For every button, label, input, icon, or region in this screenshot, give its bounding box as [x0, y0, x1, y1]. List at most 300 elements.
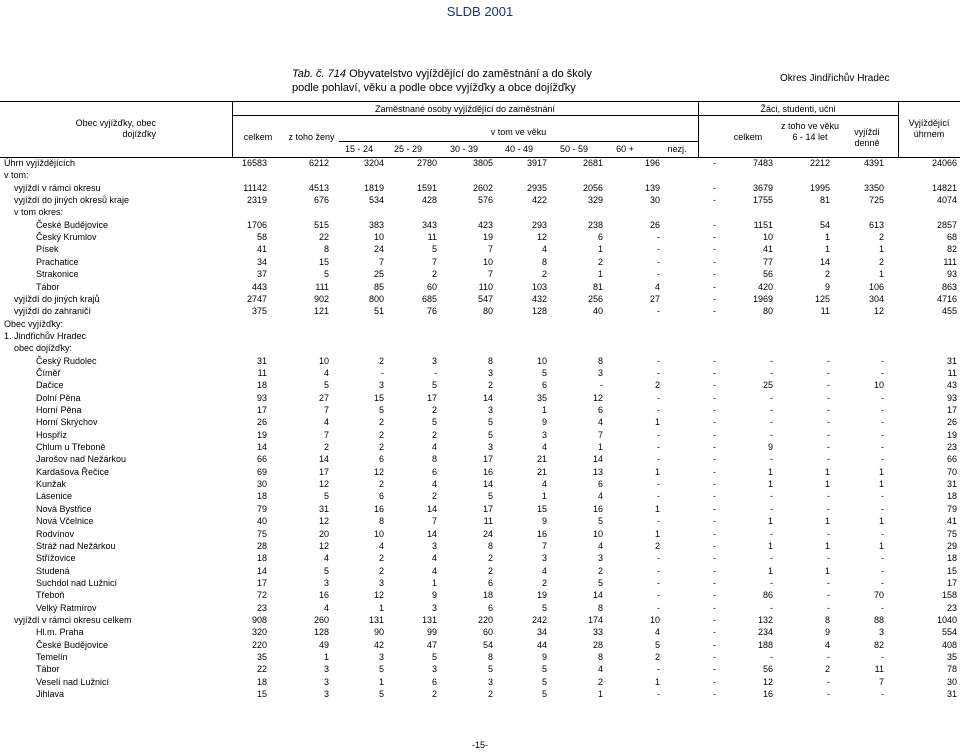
table-cell: 3204 [363, 158, 384, 168]
table-cell: - [713, 602, 716, 613]
table-cell: 6 [541, 380, 547, 391]
table-cell: 1755 [752, 195, 773, 206]
table-cell: - [827, 503, 830, 514]
table-cell: 260 [313, 614, 329, 625]
table-cell: - [827, 367, 830, 378]
table-cell: - [827, 491, 830, 502]
table-cell: 3 [487, 405, 493, 415]
row-label: vyjíždí do zahraničí [14, 306, 92, 317]
table-cell: - [713, 454, 716, 465]
table-cell: 49 [318, 639, 329, 650]
table-cell: 2 [878, 232, 884, 243]
table-cell: 1 [824, 540, 830, 551]
table-cell: 676 [313, 195, 329, 206]
table-cell: 27 [318, 392, 329, 403]
table-cell: 2 [431, 429, 437, 440]
table-cell: 18 [946, 553, 957, 564]
table-cell: 1 [767, 479, 773, 490]
employed-group-header: Zaměstnané osoby vyjíždějící do zaměstnání [374, 104, 556, 114]
table-cell: - [827, 392, 830, 403]
table-cell: - [713, 429, 716, 440]
table-cell: 11 [874, 664, 884, 675]
table-cell: 31 [946, 479, 957, 490]
table-cell: 12 [318, 479, 329, 490]
table-cell: - [881, 553, 884, 564]
table-cell: 902 [313, 293, 329, 304]
table-cell: 7 [323, 405, 329, 415]
table-cell: 5 [597, 516, 603, 527]
table-cell: 79 [256, 503, 267, 514]
table-cell: 58 [256, 232, 267, 243]
table-cell: - [881, 491, 884, 502]
table-cell: 51 [373, 306, 384, 317]
table-cell: 24066 [931, 158, 957, 168]
row-label: 1. Jindřichův Hradec [4, 330, 87, 341]
table-cell: 4 [431, 479, 437, 490]
table-cell: - [827, 528, 830, 539]
table-cell: - [657, 232, 660, 243]
row-label: Prachatice [36, 256, 79, 267]
table-cell: 5 [378, 689, 384, 700]
table-cell: 11 [257, 367, 267, 378]
table-cell: 19 [256, 429, 267, 440]
table-cell: 31 [946, 355, 957, 366]
table-cell: 17 [946, 577, 957, 588]
table-cell: 2 [431, 689, 437, 700]
table-cell: 13 [592, 466, 603, 477]
table-cell: 16 [482, 466, 493, 477]
table-cell: 5 [541, 689, 547, 700]
age-group-rule [339, 141, 698, 142]
row-label: Úhrn vyjíždějících [4, 158, 76, 168]
table-cell: 111 [315, 281, 329, 292]
table-cell: 1 [878, 479, 884, 490]
table-cell: 908 [251, 614, 267, 625]
row-label: Nová Bystřice [36, 503, 92, 514]
row-label: Kunžak [36, 479, 67, 490]
table-cell: 4 [431, 553, 437, 564]
table-cell: 24 [373, 244, 384, 255]
row-label: vyjíždí do jiných okresů kraje [14, 195, 130, 206]
table-cell: 3 [487, 676, 493, 687]
row-label: Třeboň [36, 590, 65, 601]
table-cell: 158 [941, 590, 957, 601]
table-cell: - [657, 553, 660, 564]
table-cell: 5 [541, 367, 547, 378]
table-cell: 613 [868, 219, 884, 230]
table-cell: 18 [946, 491, 957, 502]
table-cell: 5 [487, 429, 493, 440]
table-cell: - [600, 380, 603, 391]
table-cell: 11 [820, 306, 830, 317]
row-label: Nová Včelnice [36, 516, 94, 527]
table-cell: - [713, 182, 716, 193]
table-cell: 10 [482, 256, 493, 267]
table-cell: 12 [762, 676, 773, 687]
table-cell: 131 [368, 614, 384, 625]
table-cell: 66 [946, 454, 957, 465]
table-cell: - [713, 540, 716, 551]
table-cell: - [657, 454, 660, 465]
table-cell: 14 [318, 454, 329, 465]
row-label: Lásenice [36, 491, 73, 502]
table-cell: - [713, 479, 716, 490]
table-cell: 1 [767, 466, 773, 477]
table-cell: - [827, 676, 830, 687]
table-cell: 256 [587, 293, 603, 304]
table-cell: 2 [541, 269, 547, 280]
table-cell: - [827, 355, 830, 366]
table-cell: 31 [946, 689, 957, 700]
table-caption [292, 67, 592, 95]
table-cell: 93 [256, 392, 267, 403]
table-cell: - [713, 639, 716, 650]
age-col-header: 50 - 59 [559, 144, 589, 154]
table-cell: 1 [654, 466, 660, 477]
table-cell: 6 [487, 602, 493, 613]
table-cell: - [827, 590, 830, 601]
table-cell: 4 [431, 442, 437, 453]
table-cell: 2 [378, 355, 384, 366]
table-cell: - [657, 269, 660, 280]
table-cell: - [881, 503, 884, 514]
table-cell: - [770, 392, 773, 403]
table-cell: 4 [541, 479, 547, 490]
row-label: Rodvínov [36, 528, 75, 539]
row-label: Chlum u Třeboně [36, 442, 106, 453]
table-cell: 4 [323, 367, 329, 378]
table-cell: - [827, 577, 830, 588]
table-cell: 5 [431, 380, 437, 391]
table-cell: 103 [531, 281, 547, 292]
table-cell: - [827, 652, 830, 662]
table-cell: 2 [378, 553, 384, 564]
table-cell: - [713, 281, 716, 292]
table-cell: 40 [256, 516, 267, 527]
table-cell: 576 [477, 195, 493, 206]
table-cell: 2 [824, 664, 830, 675]
table-cell: 1819 [363, 182, 384, 193]
table-cell: 174 [587, 614, 603, 625]
table-cell: - [657, 689, 660, 700]
row-label: Kardašova Řečice [36, 466, 110, 477]
table-cell: 17 [256, 577, 267, 588]
table-cell: 554 [941, 627, 957, 638]
table-cell: 420 [757, 281, 773, 292]
table-cell: 3 [323, 676, 329, 687]
row-label: v tom okres: [14, 207, 64, 218]
age-col-header: 15 - 24 [344, 144, 374, 154]
table-cell: 1706 [246, 219, 267, 230]
table-cell: - [713, 405, 716, 415]
table-cell: 33 [592, 627, 603, 638]
table-cell: 6 [487, 577, 493, 588]
table-cell: 25 [762, 380, 773, 391]
table-cell: 5 [378, 405, 384, 415]
table-cell: 70 [873, 590, 884, 601]
table-cell: 14 [819, 256, 830, 267]
table-cell: 343 [421, 219, 437, 230]
table-cell: 5 [487, 417, 493, 428]
table-cell: - [713, 652, 716, 662]
table-cell: 60 [482, 627, 493, 638]
table-cell: 7 [378, 256, 384, 267]
table-cell: - [713, 528, 716, 539]
table-cell: 5 [541, 664, 547, 675]
table-cell: - [770, 491, 773, 502]
table-cell: 93 [946, 269, 957, 280]
table-cell: 2 [378, 417, 384, 428]
page-header: SLDB 2001 [446, 4, 514, 19]
table-cell: 15 [536, 503, 547, 514]
table-cell: 10 [373, 528, 384, 539]
students-total-header: celkem [733, 132, 763, 142]
table-cell: 2747 [246, 293, 267, 304]
row-label: České Budějovice [36, 219, 109, 230]
table-cell: 18 [256, 553, 267, 564]
row-label: Temelín [36, 652, 68, 662]
table-cell: 14 [592, 590, 603, 601]
caption-line-1 [292, 67, 592, 81]
women-header: z toho ženy [288, 132, 335, 142]
age-col-header: 40 - 49 [504, 144, 534, 154]
table-cell: 10 [592, 528, 603, 539]
table-cell: 428 [421, 195, 437, 206]
table-cell: 21 [536, 454, 547, 465]
table-cell: 12 [318, 540, 329, 551]
table-cell: - [713, 244, 716, 255]
page-number: -15- [471, 740, 488, 750]
row-label: Tábor [36, 281, 60, 292]
table-cell: 44 [536, 639, 547, 650]
table-cell: - [381, 367, 384, 378]
table-cell: - [881, 577, 884, 588]
table-cell: 81 [592, 281, 603, 292]
table-cell: 1 [541, 491, 547, 502]
table-cell: 4513 [308, 182, 329, 193]
table-cell: 8 [824, 614, 830, 625]
table-cell: 1 [824, 232, 830, 243]
table-cell: 432 [531, 293, 547, 304]
table-cell: - [881, 367, 884, 378]
table-cell: 27 [649, 293, 660, 304]
table-cell: 2 [597, 676, 603, 687]
stub-header: Obec vyjížďky, obec dojížďky [75, 118, 156, 139]
table-cell: - [881, 652, 884, 662]
table-cell: 41 [762, 244, 773, 255]
table-cell: 8 [487, 540, 493, 551]
table-cell: 188 [757, 639, 773, 650]
table-cell: - [657, 429, 660, 440]
table-cell: 10 [873, 380, 884, 391]
table-cell: 110 [478, 281, 493, 292]
table-cell: 54 [819, 219, 830, 230]
table-cell: 1 [878, 244, 884, 255]
table-cell: 2 [378, 479, 384, 490]
table-cell: 4 [597, 664, 603, 675]
table-cell: 14 [256, 442, 267, 453]
table-cell: 14 [592, 454, 603, 465]
table-cell: 800 [368, 293, 384, 304]
row-label: vyjíždí do jiných krajů [14, 293, 100, 304]
table-cell: 4 [654, 627, 660, 638]
table-cell: 1 [878, 516, 884, 527]
table-cell: - [713, 367, 716, 378]
age-col-header: 30 - 39 [449, 144, 479, 154]
table-cell: 863 [941, 281, 957, 292]
table-cell: 17 [482, 503, 493, 514]
table-cell: 329 [587, 195, 603, 206]
table-cell: 293 [531, 219, 547, 230]
table-cell: - [770, 454, 773, 465]
table-cell: 5 [541, 676, 547, 687]
table-cell: 66 [256, 454, 267, 465]
age-col-header: 60 + [616, 144, 634, 154]
table-cell: 383 [368, 219, 384, 230]
table-cell: 4 [541, 565, 547, 576]
table-cell: 1 [431, 577, 437, 588]
table-cell: - [770, 602, 773, 613]
table-cell: 2 [654, 380, 660, 391]
table-cell: 8 [597, 652, 603, 662]
table-cell: - [881, 602, 884, 613]
table-cell: - [657, 479, 660, 490]
table-cell: 72 [256, 590, 267, 601]
table-cell: 455 [941, 306, 957, 317]
table-cell: 4 [597, 491, 603, 502]
table-cell: 70 [946, 466, 957, 477]
table-cell: 24 [482, 528, 493, 539]
caption-title: Obyvatelstvo vyjíždějící do zaměstnání a do školy [349, 68, 592, 80]
table-cell: 1 [767, 540, 773, 551]
row-label: Střížovice [36, 553, 76, 564]
table-cell: 8 [597, 355, 603, 366]
table-cell: 16 [318, 590, 329, 601]
table-cell: 5 [487, 491, 493, 502]
table-cell: 2 [654, 652, 660, 662]
table-cell: 121 [313, 306, 329, 317]
table-cell: - [827, 442, 830, 453]
table-cell: - [434, 367, 437, 378]
row-label: Horní Skrýchov [36, 417, 98, 428]
table-cell: 14 [426, 528, 437, 539]
table-cell: 77 [762, 256, 773, 267]
table-cell: 2681 [582, 158, 603, 168]
table-cell: 5 [378, 664, 384, 675]
table-cell: 443 [251, 281, 267, 292]
table-cell: 9 [541, 417, 547, 428]
table-cell: 8 [378, 516, 384, 527]
table-cell: 12 [592, 392, 603, 403]
table-cell: - [770, 355, 773, 366]
table-cell: 30 [649, 195, 660, 206]
table-cell: 9 [431, 590, 437, 601]
table-cell: 131 [421, 614, 437, 625]
table-cell: 99 [426, 627, 437, 638]
table-cell: 3805 [472, 158, 493, 168]
table-cell: - [881, 689, 884, 700]
table-cell: - [881, 405, 884, 415]
table-cell: - [713, 293, 716, 304]
table-cell: 1 [878, 269, 884, 280]
table-cell: 18 [256, 380, 267, 391]
table-cell: 7 [323, 429, 329, 440]
table-cell: 90 [373, 627, 384, 638]
row-label: vyjíždí v rámci okresu celkem [14, 614, 132, 625]
age-col-header: nezj. [667, 144, 687, 154]
table-cell: 2 [378, 565, 384, 576]
table-cell: 17 [426, 392, 437, 403]
table-cell: 3 [431, 602, 437, 613]
row-label: Dolní Pěna [36, 392, 81, 403]
table-cell: 8 [541, 256, 547, 267]
table-cell: 2 [597, 565, 603, 576]
table-cell: 80 [762, 306, 773, 317]
table-cell: 2602 [472, 182, 493, 193]
table-cell: - [713, 256, 716, 267]
table-cell: - [770, 528, 773, 539]
table-cell: 18 [256, 676, 267, 687]
table-cell: - [770, 417, 773, 428]
table-cell: 9 [541, 516, 547, 527]
row-label: v tom: [4, 170, 29, 181]
table-cell: 10 [373, 232, 384, 243]
table-cell: 423 [477, 219, 493, 230]
caption-line-2: podle pohlaví, věku a podle obce vyjížďky a obce dojížďky [292, 82, 576, 94]
table-cell: 5 [431, 417, 437, 428]
region-label: Okres Jindřichův Hradec [780, 73, 890, 84]
table-cell: 80 [482, 306, 493, 317]
table-cell: - [713, 676, 716, 687]
table-cell: 220 [477, 614, 493, 625]
table-cell: - [713, 380, 716, 391]
table-cell: 2 [824, 269, 830, 280]
table-cell: - [881, 355, 884, 366]
table-cell: 128 [531, 306, 547, 317]
table-cell: 19 [946, 429, 957, 440]
row-label: Suchdol nad Lužnicí [36, 577, 118, 588]
table-cell: 3 [378, 652, 384, 662]
table-cell: 42 [373, 639, 384, 650]
table-cell: 6 [378, 491, 384, 502]
table-cell: 3917 [526, 158, 547, 168]
table-cell: 54 [482, 639, 493, 650]
table-cell: 17 [946, 405, 957, 415]
table-cell: 9 [824, 281, 830, 292]
table-cell: - [827, 429, 830, 440]
table-cell: 4 [378, 540, 384, 551]
table-cell: 6 [597, 479, 603, 490]
table-cell: 35 [946, 652, 957, 662]
table-cell: 30 [946, 676, 957, 687]
table-cell: 1 [767, 516, 773, 527]
table-cell: 125 [814, 293, 830, 304]
table-cell: - [713, 392, 716, 403]
row-label: Hospříz [36, 429, 68, 440]
table-cell: 93 [946, 392, 957, 403]
table-cell: 20 [318, 528, 329, 539]
table-cell: - [657, 256, 660, 267]
table-cell: 11 [947, 367, 957, 378]
table-cell: - [881, 528, 884, 539]
row-label: Horní Pěna [36, 405, 82, 415]
table-cell: 3 [597, 367, 603, 378]
table-cell: - [881, 442, 884, 453]
table-cell: 1 [597, 244, 603, 255]
table-cell: 4 [597, 540, 603, 551]
table-cell: 5 [431, 652, 437, 662]
table-cell: 5 [541, 602, 547, 613]
